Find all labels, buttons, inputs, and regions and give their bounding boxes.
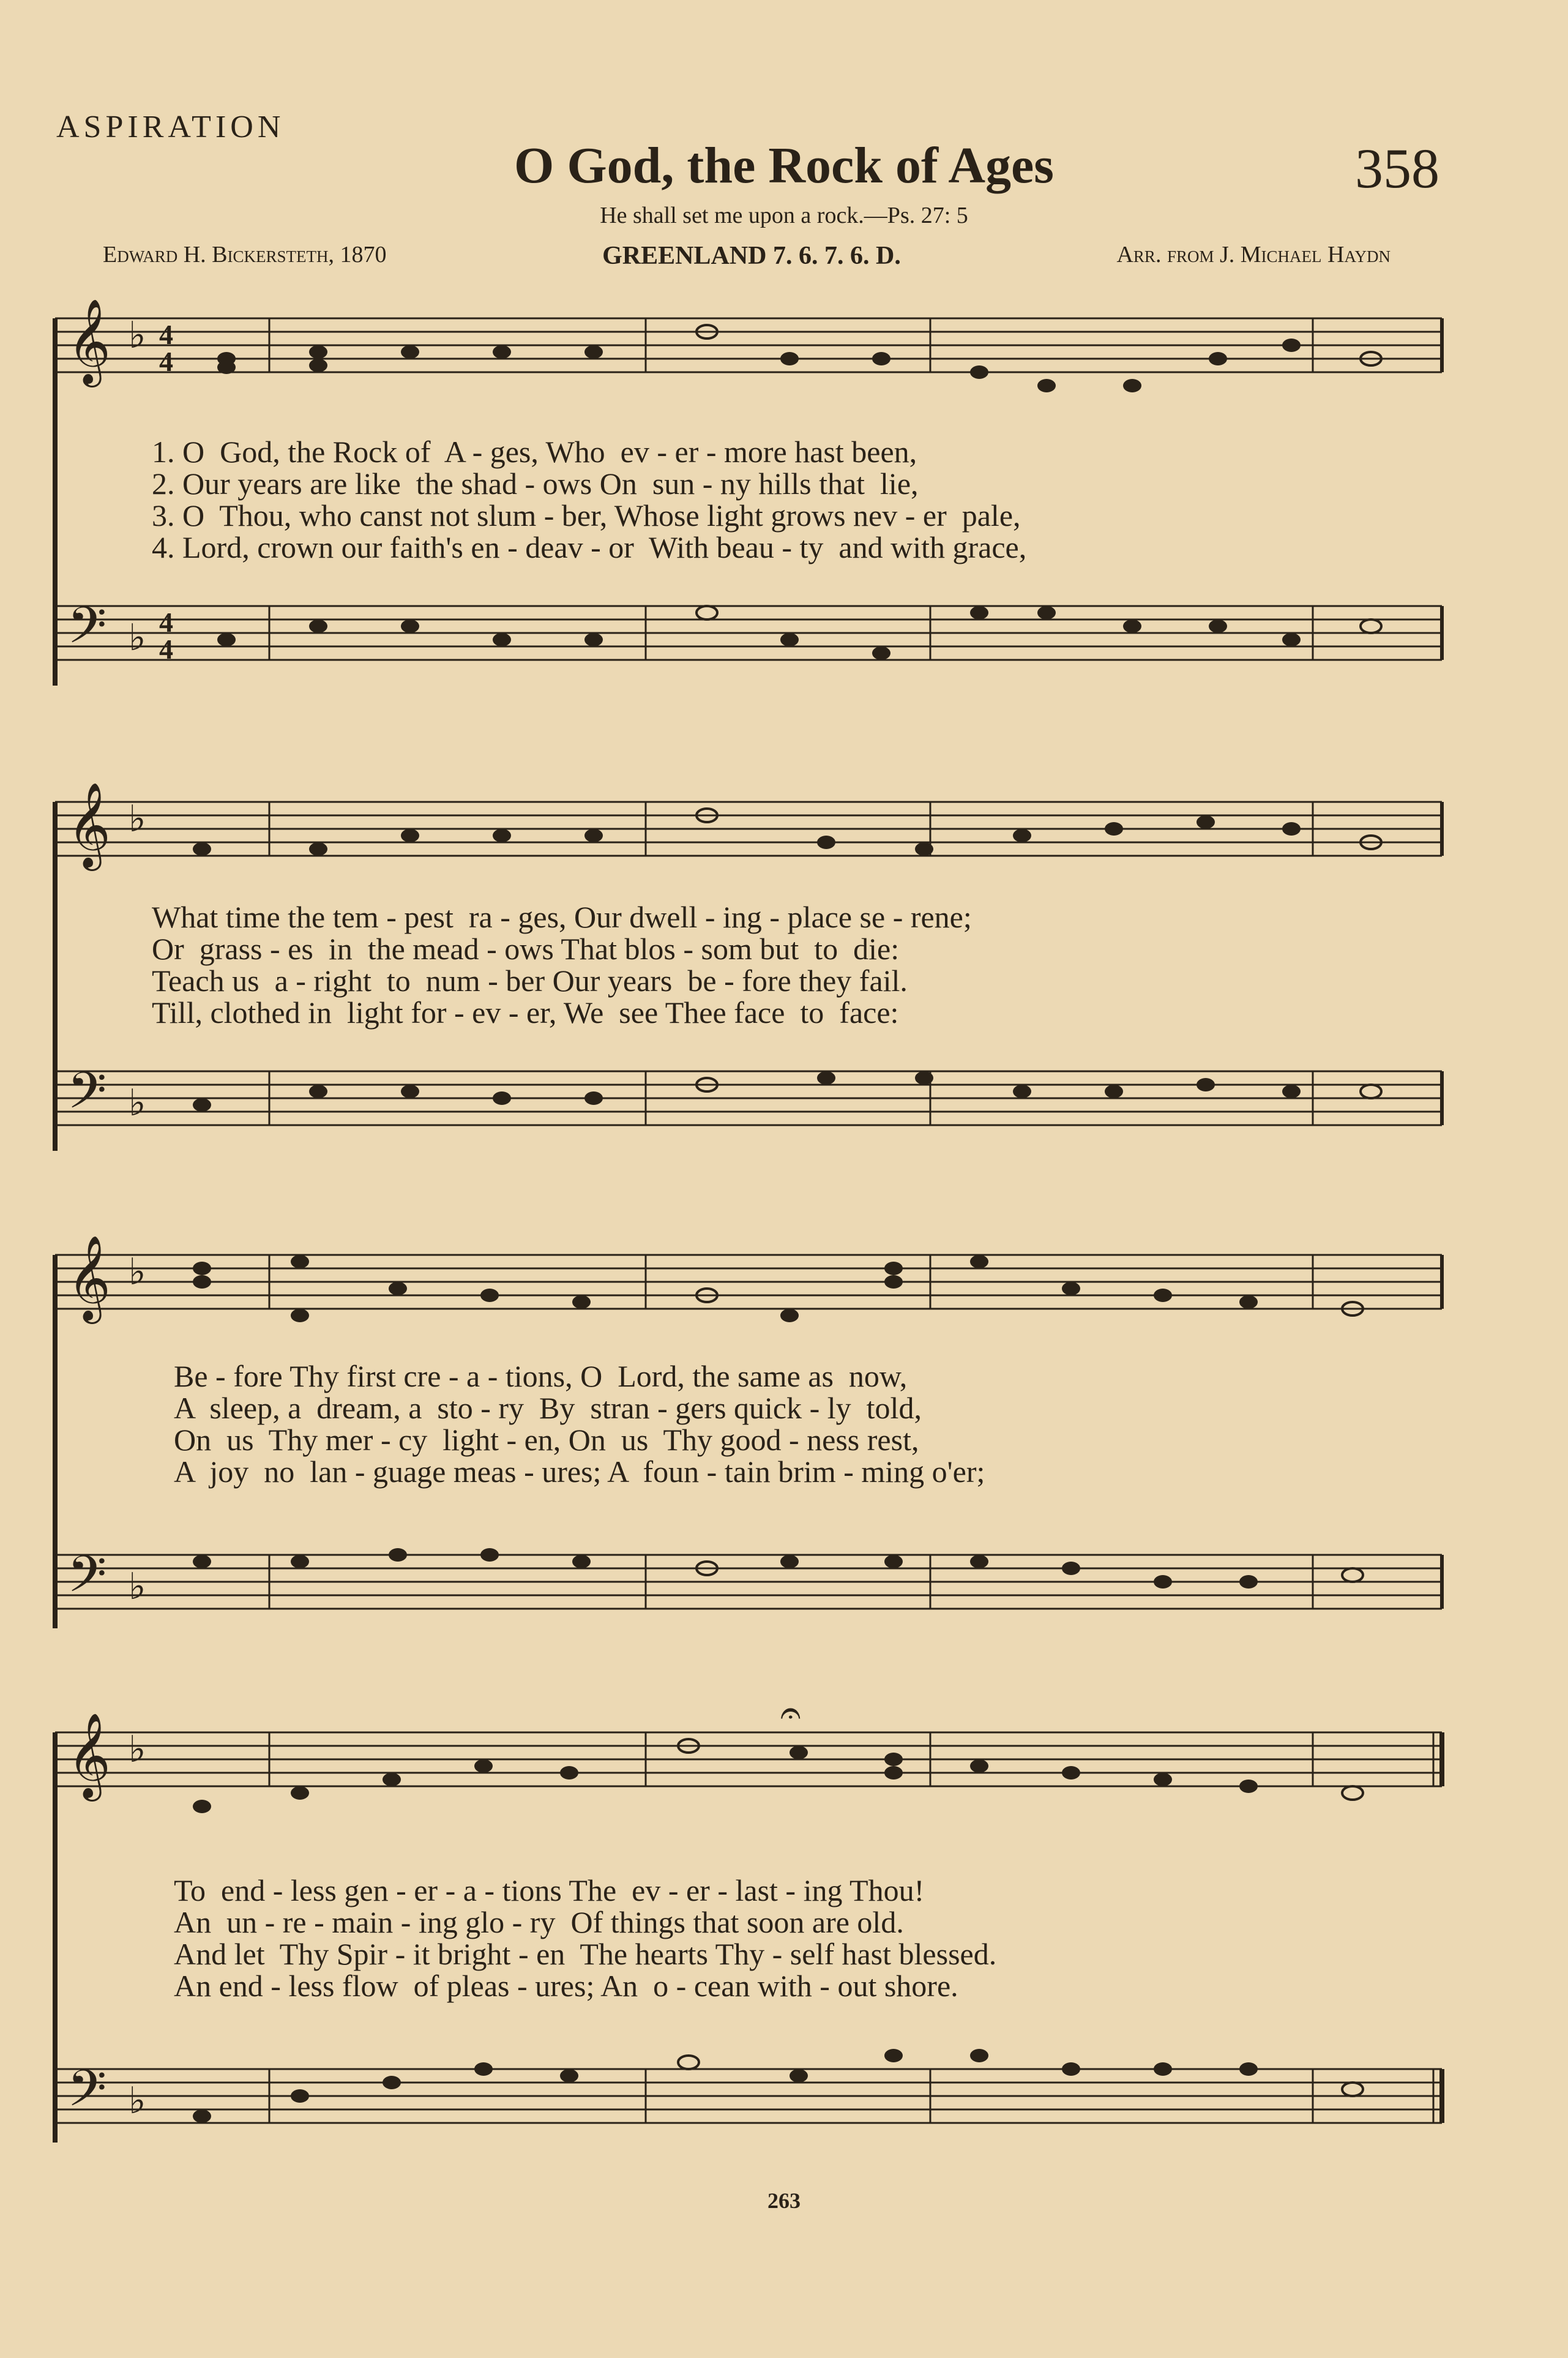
svg-text:♭: ♭ — [129, 798, 146, 840]
lyrics-block-1 — [152, 436, 1443, 563]
lyrics-block-4 — [174, 1874, 1443, 2002]
svg-text:4: 4 — [159, 319, 173, 350]
svg-text:♭: ♭ — [129, 314, 146, 357]
svg-text:♭: ♭ — [129, 1565, 146, 1608]
svg-text:𝄞: 𝄞 — [67, 1235, 111, 1320]
svg-text:𝄢: 𝄢 — [67, 596, 107, 667]
lyrics-block-3 — [174, 1360, 1443, 1488]
music-system-1 — [43, 294, 1450, 698]
lyric-line: 2. Our years are like the shad - ows On sun - ny hills that lie, — [152, 466, 919, 501]
svg-text:♭: ♭ — [129, 616, 146, 659]
svg-text:4: 4 — [159, 634, 173, 665]
lyric-line: Till, clothed in light for - ev - er, We see Thee face to face: — [152, 995, 899, 1030]
lyric-line: Teach us a - right to num - ber Our years be - fore they fail. — [152, 964, 908, 998]
svg-text:𝄞: 𝄞 — [67, 1713, 111, 1798]
scripture-reference: He shall set me upon a rock.—Ps. 27: 5 — [600, 203, 968, 228]
svg-text:4: 4 — [159, 346, 173, 377]
svg-text:𝄞: 𝄞 — [67, 782, 111, 867]
svg-text:♭: ♭ — [129, 2079, 146, 2122]
music-system-4 — [43, 1690, 1450, 2155]
lyric-line: An end - less flow of pleas - ures; An o - cean with - out shore. — [174, 1969, 958, 2003]
music-system-3 — [43, 1212, 1450, 1641]
lyric-line: And let Thy Spir - it bright - en The hearts Thy - self hast blessed. — [174, 1937, 997, 1971]
author-credit: Edward H. Bickersteth, 1870 — [103, 242, 387, 268]
svg-text:𝄢: 𝄢 — [67, 2059, 107, 2130]
svg-text:𝄞: 𝄞 — [67, 299, 111, 384]
hymn-title: O God, the Rock of Ages — [514, 137, 1054, 194]
lyric-line: A sleep, a dream, a sto - ry By stran - gers quick - ly told, — [174, 1391, 922, 1425]
svg-text:𝄐: 𝄐 — [780, 1691, 801, 1734]
svg-text:♭: ♭ — [129, 1251, 146, 1293]
lyric-line: Or grass - es in the mead - ows That blos - som but to die: — [152, 932, 900, 966]
tune-name: GREENLAND 7. 6. 7. 6. D. — [602, 242, 901, 270]
page-number: 263 — [767, 2188, 801, 2213]
svg-text:4: 4 — [159, 607, 173, 638]
lyric-line: An un - re - main - ing glo - ry Of things that soon are old. — [174, 1905, 904, 1939]
lyric-line: 3. O Thou, who canst not slum - ber, Whose light grows nev - er pale, — [152, 498, 1021, 533]
lyric-line: What time the tem - pest ra - ges, Our dwell - ing - place se - rene; — [152, 900, 972, 934]
svg-text:♭: ♭ — [129, 1082, 146, 1125]
svg-text:♭: ♭ — [129, 1728, 146, 1771]
lyric-line: Be - fore Thy first cre - a - tions, O Lord, the same as now, — [174, 1359, 908, 1393]
hymn-number: 358 — [1355, 137, 1439, 200]
lyric-line: 4. Lord, crown our faith's en - deav - or With beau - ty and with grace, — [152, 530, 1027, 564]
lyric-line: To end - less gen - er - a - tions The ev - er - last - ing Thou! — [174, 1873, 925, 1907]
section-label: ASPIRATION — [56, 110, 285, 144]
music-system-2 — [43, 759, 1450, 1163]
lyric-line: A joy no lan - guage meas - ures; A foun - tain brim - ming o'er; — [174, 1454, 985, 1489]
credits-line — [103, 241, 1391, 271]
svg-text:𝄢: 𝄢 — [67, 1061, 107, 1132]
svg-text:𝄢: 𝄢 — [67, 1544, 107, 1616]
lyric-line: On us Thy mer - cy light - en, On us Thy good - ness rest, — [174, 1423, 919, 1457]
lyrics-block-2 — [152, 901, 1443, 1028]
arranger-credit: Arr. from J. Michael Haydn — [1116, 242, 1391, 268]
lyric-line: 1. O God, the Rock of A - ges, Who ev - er - more hast been, — [152, 435, 917, 469]
